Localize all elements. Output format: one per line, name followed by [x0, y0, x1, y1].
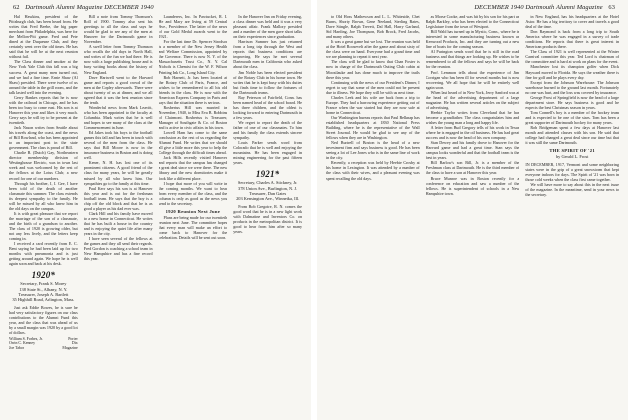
officer-line: Secretary, Frank S. Morey [20, 281, 67, 287]
paragraph: Bill a note from Tommy Thomson's Roll of 1900. Tommy also sent his greetings to all the class and says he would be glad to see any of the men at Hanover for the Dartmouth game in November. [83, 14, 153, 45]
paragraph: Kener, N. H. has lost one of its prominent citizens. A good friend of the class for many years, he will be greatly missed by all who knew him. Our sympathies go to the family at this time. [83, 160, 153, 186]
running-head-right [474, 4, 619, 11]
paragraph: Bob Harnett, Jr. has been located at the Rotary Club of Paris, France, and wishes to be remembered to all his old friends in the class. He is now with the American Express Company in Paris and says that the situation there is serious. [158, 74, 228, 105]
right-column-3 [525, 14, 619, 416]
paragraph: Our Washington bureau reports that Paul Belknap has established headquarters at 1830 National Press Building, where he is the representative of the Wall Street Journal. He would be glad to see any of the fellows when they are in Washington. [326, 114, 420, 141]
paragraph: Ed Jakes took his boys to the football games this fall and has been in touch with several of the men from the class. He says that Bill Moore is now in the insurance business in Boston and is doing well. [83, 130, 153, 161]
paragraph: I hope that more of you will write in the coming months. We want to hear from every member of the class, and the column is only as good as the news you send to the secretary. [158, 180, 228, 206]
paragraph: Harrison Sumner has just returned from a long trip through the West and reports that business conditions are improving. He says he met several Dartmouth men in California who asked about the class. [233, 39, 302, 70]
officer-line: 138 State St., Albany, N. Y. [19, 286, 68, 292]
paragraph: I received a card recently from E. C. Bent saying he had been laid up for two months with pneumonia and is just getting around again. We hope he is well again soon and back at his desk. [9, 241, 78, 267]
officer-line: 203 Kensington Ave., Winnetka, Ill. [236, 196, 300, 202]
officer-line: Treasurer, Dan Gates [249, 191, 287, 196]
right-column-1 [326, 14, 420, 416]
paragraph: The Class of 1921 is well represented at the Winter Carnival committee this year. Ted Lord is chairman of the committee and is hard at work on plans for the event. [525, 49, 620, 65]
paragraph: A letter from Bud Gregory tells of his work in Texas where he is engaged in the oil business. He has had great success and is now the head of his own company. [425, 125, 520, 141]
paragraph: Charles Leek and his wife are back from a trip to Europe. They had a harrowing experience getting out of France when the war started but they are now safe at home in Connecticut. [326, 94, 420, 115]
signature-role: Dix [71, 341, 78, 346]
paragraph: Louis Parker sends word from Colorado that he is well and enjoying the mountains. He has been engaged in mining engineering for the past fifteen years. [233, 140, 302, 166]
paragraph: Just ask Eddie Bowes, he is sure he had very satisfactory figures on our class contributions to the Alumni Fund this year, and the class that was ahead of us by a small margin was 1920 by a good lot of dollars. [9, 304, 78, 335]
paragraph: Lowell Ham has come to the same conclusion as the rest of us regarding the Alumni Fund. He writes that we should all give a little more this year to help the College through the difficult times ahead. [158, 130, 228, 156]
right-page [317, 0, 628, 420]
left-column-3 [159, 14, 228, 416]
signature-role: Porter [68, 336, 78, 341]
paragraph: Ned Burtrell of Boston is the head of a new investment firm and says business is good. He has been seeing a lot of Lee Jones who is in the same line of work in the city. [326, 140, 420, 161]
paragraph: Charlie B. (Dutch) Gay, Northeastern director membership division of Westinghouse Electric, was in town last week and was welcomed by the rest of the fellows at the Lotus Club; a new record for one of our numbers. [9, 150, 78, 181]
signature-name: Joe Tabor [9, 346, 25, 350]
class-officers [9, 281, 78, 302]
paragraph: Stan Dewey and his family drove to Hanover for the Harvard game and had a great time. Stan says the campus looks wonderful and that the football team is the best in years. [425, 140, 520, 161]
paragraph: Through his brother, I, I. Gee, I have been told of the death of another classmate this summer. The class extends its deepest sympathy to the family. He will be missed by all who knew him in the old days on the campus. [9, 180, 78, 211]
signature-name: Orrin C. Kenney [9, 341, 36, 346]
paragraph: Continuing with the news of our President's Dinner, I regret to say that some of the men could not be present due to illness. We hope they will be with us next time. [326, 79, 420, 95]
paragraph: Bill Wald has turned up in Mystic, Conn., where he is interested in some manufacturing business known as Kenwood Products, Inc. and they are turning out a new line of boats for the coming season. [425, 29, 520, 50]
paragraph: I have seen several of the fellows at the games and they all send their regards. Fred Gordon is coaching a school team in New Hampshire and has a fine record this year. [83, 236, 153, 262]
paragraph: Dave Hartwell went to the Harvard game and reports a good crowd of the men at the Copley afterwards. There were about twenty of us at dinner, and we all agreed that it was the best reunion since the tenth. [83, 74, 153, 105]
class-heading-1920: 1920* [31, 270, 56, 281]
running-head-left [9, 4, 154, 11]
paragraph: A swell letter from Tommy Thomson who recalls the old days in North Hall, and writes of the fun we had there. He is now with a large publishing house and is busy writing books about the history of New England. [83, 44, 153, 75]
class-heading-1921: 1921* [255, 169, 280, 180]
paragraph: We regret to report the death of the father of one of our classmates. To him and his family the class extends sincere sympathy. [233, 119, 302, 141]
paragraph: Rosbertus Hill was married in November, 1940, to Miss Eva B. Robbins of Clairmont. Rosbertus is Treasurer, Manager of Southgate & Co. of Boston and is active in civic affairs in his town. [158, 104, 228, 131]
paragraph: Don Raymond is back from a long trip to South America where he was engaged in a survey of trade conditions. He reports that there is great interest in American products there. [525, 29, 620, 50]
page-number-right: 63 [608, 4, 615, 11]
right-page-columns [326, 14, 619, 416]
spirit-of-21-heading: THE SPIRIT OF '21 [549, 148, 595, 154]
officer-line: Secretary, Charles A. Stickney, Jr. [237, 180, 298, 186]
officer-line: Treasurer, Joseph A. Bartlett [18, 291, 69, 297]
paragraph: The Class dinner and smoker at the New York Yale Club this fall was a big success. A great many men turned out, and we had a fine time. Ernie Shaw (Al Shaw) presided. There were twelve of us around the table in the grill room, and the talk lasted well into the evening. [9, 59, 78, 95]
paragraph: It is with great pleasure that we report the marriage of the son of a classmate, and the birth of a grandson to another. The class of 1920 is growing older, but not any less lively, and the letters keep coming in. [9, 210, 78, 242]
running-head-text-left: Dartmouth Alumni Magazine DECEMBER 1940 [25, 4, 154, 11]
paragraph: Rob Bridgeman spent a few days at Hanover last month and attended classes with his son. He said that college had changed a great deal since our time but that it was still the same Dartmouth. [525, 125, 620, 146]
left-column-1 [9, 14, 78, 416]
reunion-heading: 1920 Reunion Next June [165, 208, 221, 214]
paragraph: Jim Noble has been elected president of the Rotary Club in his home town. He writes that he is kept busy with his duties but finds time to follow the fortunes of the Dartmouth teams. [233, 69, 302, 95]
paragraph: Recently, a reception was held by Heebie Crosby at his home in Lexington. It was attended by a number of the class with their wives, and a pleasant evening was spent recalling the old days. [326, 160, 420, 181]
signature-role: Magazine [62, 346, 78, 350]
paragraph: Gerry Bankes reports that he is now with the railroad in Chicago, and he has been too busy to come east. His son is at Hanover this year and likes it very much. Gerry says he will try to be present at the twentieth. [9, 94, 78, 125]
paragraph: For the last time Dr. Spencer Strodsor is a member of the New Jersey Health and Welfare Commission, appointed by the Governor. There is now N. Y. of the Massachusetts Trust Co., N. Y. Cal Nichols is Chemist for the W. F. Wilson Printing Ink Co., Long Island City. [158, 39, 228, 75]
paragraph: Prof. Lemmon tells about the experience of Jim Corrigan who has been ill for several months but is now recovering. We all hope that he will be entirely well again soon. [425, 69, 520, 90]
paragraph: When last heard of in New York, Jerry Sanford was at the head of the advertising department of a large magazine. He has written several articles on the subject of advertising. [425, 89, 520, 110]
paragraph: Jack Hills recently visited Hanover and reports that the campus has changed a great deal since we were there. The new library and the new dormitories make it look like a different place. [158, 155, 228, 181]
paragraph: in New England, has his headquarters at the Hotel Astor. He has a big territory to cover and travels a good deal of the time. [525, 14, 620, 30]
paragraph: Plans are being made for our twentieth reunion next June. The committee hopes that every man will make an effort to come back to Hanover for the celebration. Details will be sent out soon. [158, 214, 228, 240]
left-page [0, 0, 311, 420]
paragraph: From Bob Gregoire, R. N. comes the good word that he is in a new light work with Dalmatine and Inventors Co. on products in the metropolitan district. It is good to hear from him after so many years. [233, 203, 302, 234]
byline-text: by Gerald L. Frost [555, 154, 589, 160]
paragraph: to Old Hoss Mathewson and L. L. Whiteside, Chet Burns, Shorty Brown, Gene Neeland, Sterling Bates, Dave Stingle, Ralph Trevett, Dal Hall, Harry Garland, Sid Harding, Joe Thompson, Bob Brock, Fred Jacobs, and many others. [326, 14, 420, 40]
officer-line: 378 Union Ave., Burlington, N. J. [238, 185, 298, 191]
paragraph: Heebie Taylor writes from Cleveland that he has become a grandfather. The class congratulates him and wishes the young man a long and happy life. [425, 109, 520, 125]
paragraph: Clark Hill and his family have moved to a new home in Connecticut. He writes that he has built a house in the country and is enjoying the quiet life after many years in the city. [83, 210, 153, 237]
left-column-4 [233, 14, 302, 416]
paragraph: George Frost of Springfield is now the head of a large department store. He says business is good and he expects the best Christmas season in years. [525, 94, 620, 110]
paragraph: Paul Kerr says his son is at Hanover this year and is out for the freshman football team. He says that the boy is a chip off the old block and that he is as good a player as his dad ever was. [83, 185, 153, 211]
paragraph: Ray Peterson of Fairfield, Conn. has been named head of the school board. He has three children, and the oldest is looking forward to entering Dartmouth in a few years. [233, 94, 302, 120]
officer-line: 35 Highhill Road, Arlington, Mass. [12, 297, 75, 303]
class-officers [233, 180, 302, 201]
paragraph: Manchester lost its champion golfer when Dick Hayward moved to Florida. He says the weather there is fine for golf and he plays every day. [525, 64, 620, 80]
signature-name: William S. Forbes, Jr. [9, 336, 43, 341]
paragraph: Except from the Johnson Warehouse: The Johnson warehouse burned to the ground last month. Fortunately no one was hurt, and the loss was covered by insurance. [525, 79, 620, 95]
right-column-2 [426, 14, 520, 416]
paragraph: Al Purington sends word that he is still in the road business and that things are looking up. He wishes to be remembered to all the fellows and says he will be back for the reunion. [425, 49, 520, 70]
byline [525, 154, 619, 159]
signature-table [9, 337, 78, 351]
left-column-2 [84, 14, 153, 416]
paragraph: Jack Nason writes from Seattle about his travels along the coast, and the news of Bill Rowland, who has been appointed to an important post in the state government. The class is proud of Bill. [9, 125, 78, 151]
paragraph: as Morse Cooke, and was hit by his son for his part as Ralph Barkley, who has been elected to the Connecticut Legislature from the town of Westport. [425, 14, 520, 30]
paragraph: Bill Barlow's son Bill, Jr. is a member of the Freshman class at Dartmouth. He is the third member of the class to have a son at Hanover this year. [425, 160, 520, 176]
paragraph: Launderers, Inc. In Pawtucket, R. I. He and Mary are living at 59 Central Ave., Providence. The latter of the news of our Gold Medal awards went to the 1921. [158, 14, 228, 40]
paragraph: We will have more to say about this in the next issue of the magazine. In the meantime, send in your news to the secretary. [525, 181, 620, 197]
running-head-text-right: DECEMBER 1940 Dartmouth Alumni Magazine [474, 4, 603, 11]
page-number-left: 62 [13, 4, 20, 11]
paragraph: Tom Connell's boy is a member of the hockey team and is expected to be one of the stars. Tom has been a great supporter of Dartmouth hockey for many years. [525, 109, 620, 125]
paragraph: IN DECEMBER, 1917, Vermont and some neighboring states were in the grip of a great snowstorm that kept everyone indoors for days. The Spirit of '21 was born in those cold weeks when the class first came together. [525, 161, 620, 182]
paragraph: In the Hanover Inn on Friday evening, a class dinner was held and it was a very pleasant affair. Frank Mallory presided and a number of the men gave short talks on their experiences since graduation. [233, 14, 302, 40]
signature-row [9, 346, 78, 351]
paragraph: Bruce Munroe was in Boston recently for a conference on education and saw a number of the fellows. He is superintendent of schools in a New Hampshire town. [425, 175, 520, 196]
paragraph: Hal Hawkins, president of the Pittsburgh club, has been heard from. He writes that Fred Beebe, the big paper merchant from Philadelphia, was here for the Mellon-Pitt game. Fred and Pete dined at the Duquesne Club, and they certainly went over the old times. He has said that he will be at the next reunion without fail. [9, 14, 78, 60]
left-page-columns [9, 14, 302, 416]
paragraph: Wonderful news from Mark Leavitt, who has been appointed to the faculty at Columbia. Mark writes that he is well and hopes to see many of the class at the Commencement in June. [83, 104, 153, 131]
paragraph: It was a great game but we lost. The reunion was held at the Hotel Roosevelt after the game and about sixty of the class were on hand. Everyone had a grand time and we are planning to repeat it next year. [326, 39, 420, 60]
paragraph: The class will be glad to know that Chan Foster is now in charge of the Dartmouth Outing Club cabin at Moosilauke and has done much to improve the trails there this year. [326, 59, 420, 80]
